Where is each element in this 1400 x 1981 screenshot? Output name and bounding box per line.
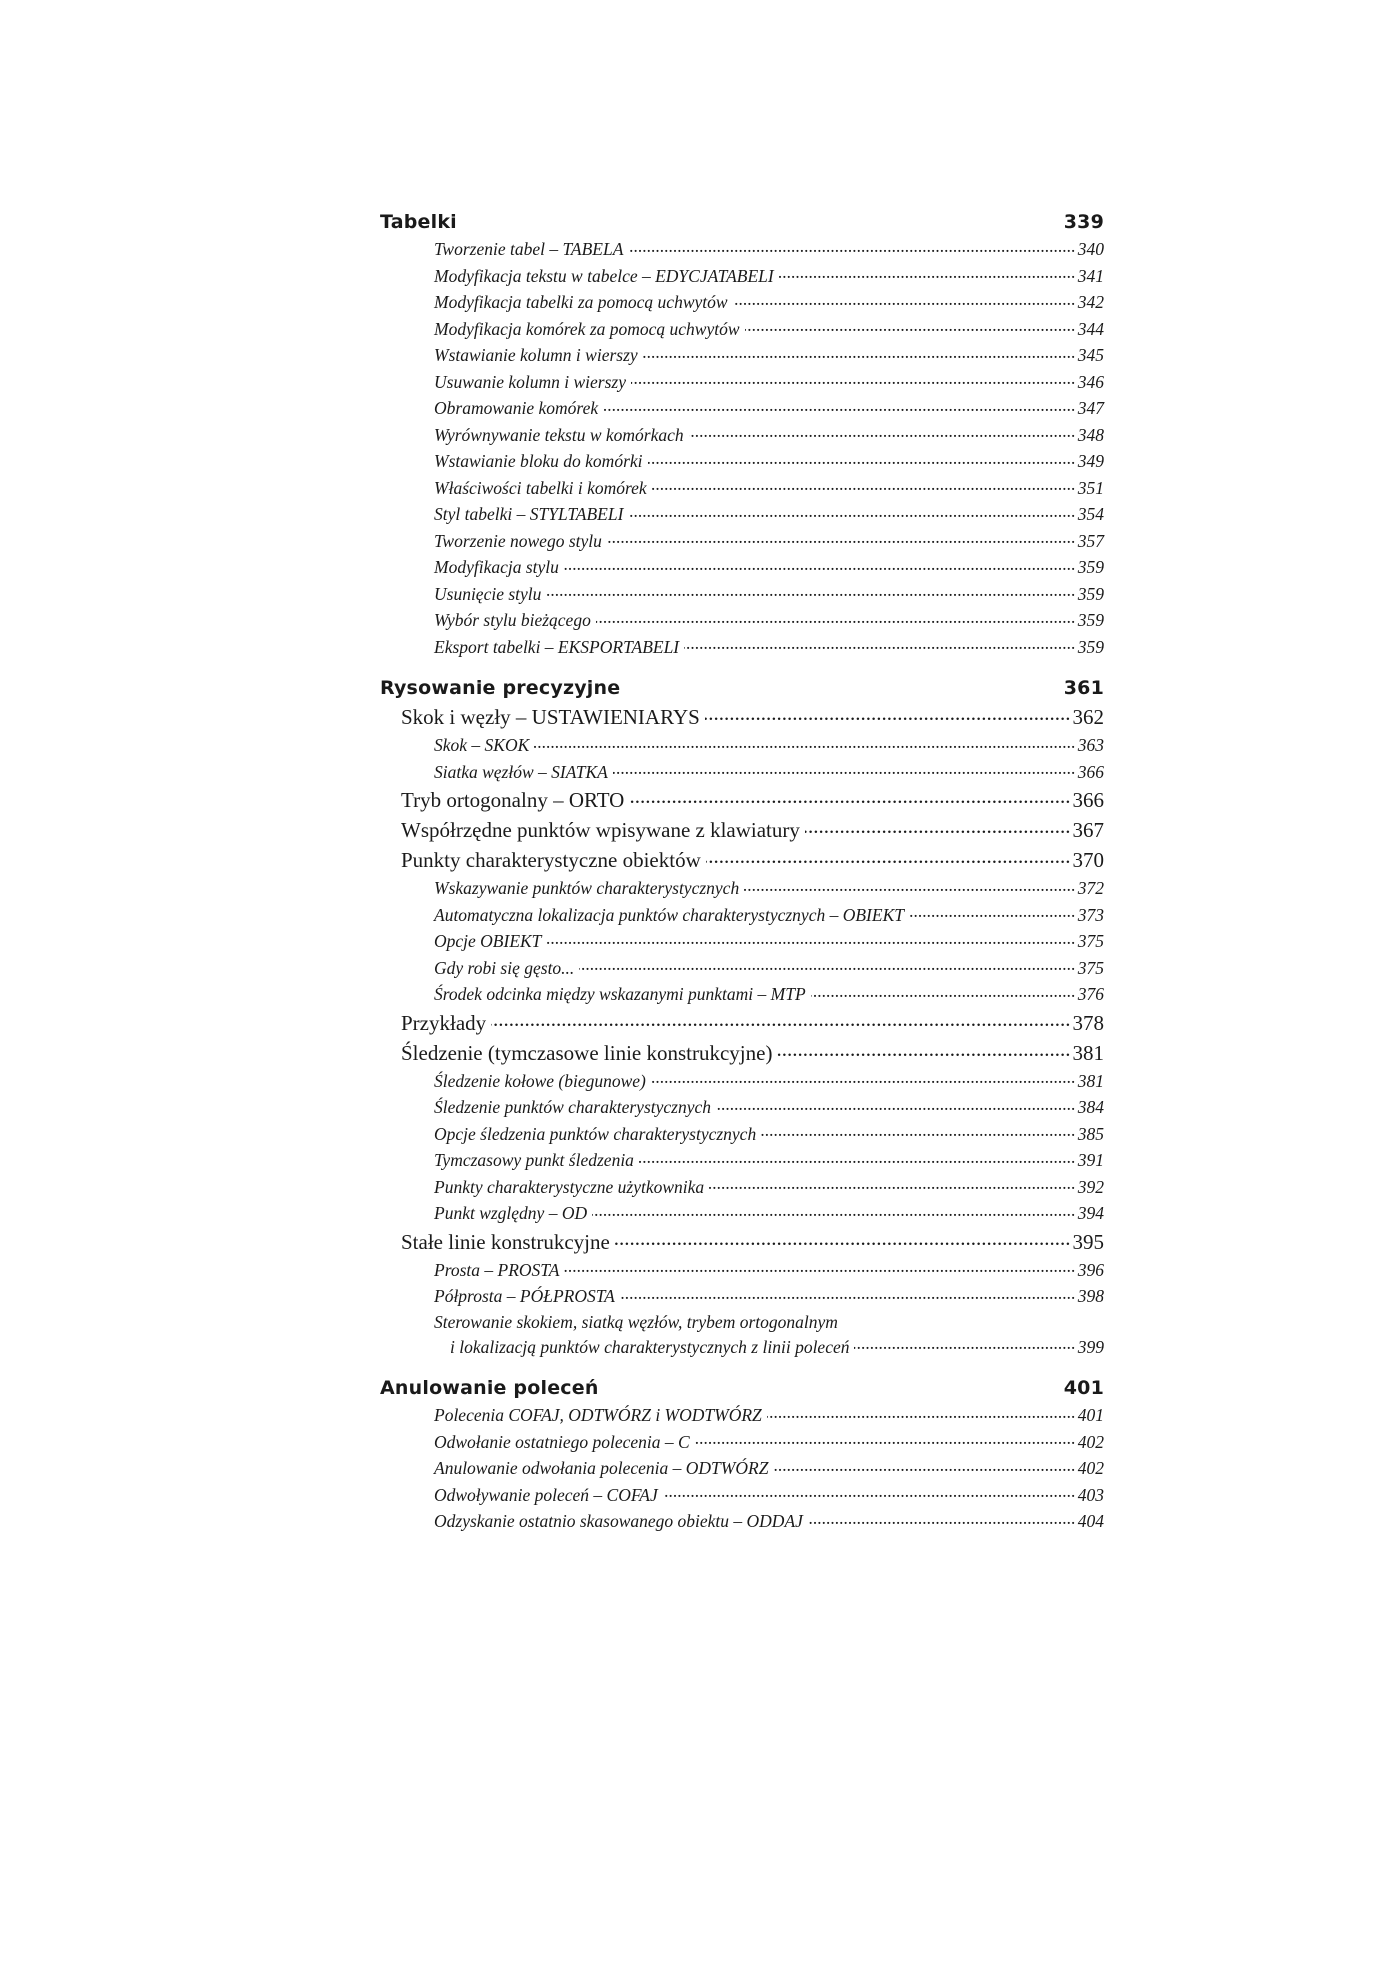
toc-entry-title: Gdy robi się gęsto...	[434, 957, 575, 978]
dot-leader	[684, 635, 1076, 653]
dot-leader	[603, 397, 1076, 415]
toc-section	[380, 702, 1104, 732]
toc-entry-title: Odwoływanie poleceń – COFAJ	[434, 1484, 658, 1505]
toc-page-number: 375	[1077, 931, 1104, 951]
toc-page-number: 349	[1077, 451, 1104, 471]
toc-entry	[380, 528, 1104, 555]
toc-entry-title: Tryb ortogonalny – ORTO	[401, 788, 625, 812]
toc-page-number: 381	[1077, 1070, 1104, 1091]
toc-entry-title: Skok i węzły – USTAWIENIARYS	[401, 705, 700, 729]
toc-entry-title: Wybór stylu bieżącego	[434, 610, 591, 630]
toc-entry-title: Opcje śledzenia punktów charakterystycznych	[434, 1123, 757, 1144]
toc-entry	[380, 607, 1104, 634]
toc-entry	[380, 554, 1104, 581]
toc-entry-title: Stałe linie konstrukcyjne	[401, 1229, 610, 1254]
chapter-page-number: 361	[1063, 677, 1104, 699]
toc-entry	[380, 475, 1104, 502]
toc-entry	[380, 1094, 1104, 1121]
toc-entry-title: Usuwanie kolumn i wierszy	[434, 371, 627, 392]
dot-leader	[854, 1335, 1075, 1353]
toc-page-number: 370	[1072, 848, 1104, 872]
toc-entry	[380, 1334, 1104, 1361]
toc-page-number: 342	[1077, 292, 1104, 312]
dot-leader	[779, 264, 1076, 282]
toc-page-number: 378	[1072, 1010, 1104, 1035]
dot-leader	[733, 291, 1076, 309]
toc-page-number: 340	[1077, 239, 1104, 259]
toc-entry-title: Prosta – PROSTA	[434, 1259, 560, 1280]
toc-entry-title: Automatyczna lokalizacja punktów charakterystycznych – OBIEKT	[434, 904, 904, 925]
dot-leader	[705, 703, 1071, 724]
toc-entry	[380, 236, 1104, 263]
toc-entry	[380, 1482, 1104, 1509]
toc-entry	[380, 263, 1104, 290]
chapter-title: Tabelki	[380, 211, 457, 233]
toc-page-number: 359	[1077, 610, 1104, 630]
toc-entry	[380, 501, 1104, 528]
toc-page-number: 394	[1077, 1203, 1104, 1223]
toc-entry-title: Tworzenie tabel – TABELA	[434, 239, 624, 259]
toc-entry	[380, 759, 1104, 786]
toc-entry-title: Modyfikacja tabelki za pomocą uchwytów	[434, 292, 728, 312]
toc-page-number: 372	[1077, 878, 1104, 898]
toc-entry-title: Eksport tabelki – EKSPORTABELI	[434, 636, 680, 657]
toc-entry	[380, 422, 1104, 449]
toc-entry-title: Wyrównywanie tekstu w komórkach	[434, 424, 684, 445]
toc-entry	[380, 369, 1104, 396]
toc-page-number: 344	[1077, 318, 1104, 339]
toc-entry	[380, 1429, 1104, 1456]
toc-entry-title: Modyfikacja komórek za pomocą uchwytów	[434, 318, 740, 339]
dot-leader	[628, 503, 1075, 521]
dot-leader	[620, 1285, 1076, 1303]
toc-page-number: 375	[1077, 957, 1104, 978]
dot-leader	[631, 370, 1076, 388]
toc-entry	[380, 955, 1104, 982]
toc-entry	[380, 395, 1104, 422]
toc-entry-title: Odzyskanie ostatnio skasowanego obiektu – ODDAJ	[434, 1511, 803, 1531]
toc-section	[380, 1038, 1104, 1068]
toc-entry-title: Śledzenie punktów charakterystycznych	[434, 1097, 711, 1117]
dot-leader	[744, 877, 1076, 895]
toc-entry-title: Wstawianie bloku do komórki	[434, 451, 643, 471]
toc-page-number: 366	[1077, 761, 1104, 782]
toc-page-number: 402	[1077, 1458, 1104, 1478]
toc-entry	[380, 1200, 1104, 1227]
toc-page-number: 359	[1077, 557, 1104, 577]
dot-leader	[629, 786, 1070, 807]
toc-entry-title: Punkty charakterystyczne użytkownika	[434, 1176, 705, 1197]
toc-entry-title: Skok – SKOK	[434, 735, 530, 755]
dot-leader	[709, 1175, 1076, 1193]
chapter-page-number: 401	[1063, 1377, 1104, 1399]
toc-page-number: 359	[1077, 636, 1104, 657]
dot-leader	[808, 1510, 1076, 1528]
toc-entry	[380, 1257, 1104, 1284]
toc-page-number: 347	[1077, 398, 1104, 418]
toc-entry-title: Odwołanie ostatniego polecenia – C	[434, 1431, 690, 1452]
toc-page-number: 381	[1072, 1040, 1104, 1065]
dot-leader	[909, 903, 1076, 921]
toc-entry-title: Anulowanie odwołania polecenia – ODTWÓRZ	[434, 1458, 769, 1478]
toc-page-number: 403	[1077, 1484, 1104, 1505]
toc-section	[380, 1227, 1104, 1257]
dot-leader	[564, 556, 1076, 574]
toc-page-number: 354	[1077, 504, 1104, 524]
toc-page-number: 395	[1072, 1229, 1104, 1254]
chapter-heading	[380, 1374, 1104, 1402]
toc-entry	[380, 875, 1104, 902]
dot-leader	[639, 1149, 1076, 1167]
chapter-heading	[380, 208, 1104, 236]
toc-entry	[380, 1121, 1104, 1148]
toc-entry-title: Przykłady	[401, 1010, 487, 1035]
toc-entry-title: Punkty charakterystyczne obiektów	[401, 848, 701, 872]
toc-page-number: 341	[1077, 265, 1104, 286]
toc-entry-title: Wskazywanie punktów charakterystycznych	[434, 878, 740, 898]
toc-page-number: 384	[1077, 1097, 1104, 1117]
chapter-page-number: 339	[1063, 211, 1104, 233]
toc-page-number: 367	[1072, 818, 1104, 842]
dot-leader	[579, 956, 1075, 974]
toc-entry	[380, 1455, 1104, 1482]
toc-page-number: 392	[1077, 1176, 1104, 1197]
dot-leader	[773, 1457, 1075, 1475]
dot-leader	[596, 609, 1076, 627]
toc-page-number: 373	[1077, 904, 1104, 925]
toc-entry	[380, 634, 1104, 661]
toc-page-number: 402	[1077, 1431, 1104, 1452]
dot-leader	[745, 317, 1076, 335]
toc-page-number: 351	[1077, 477, 1104, 498]
toc-entry-title: Środek odcinka między wskazanymi punktami – MTP	[434, 984, 806, 1004]
dot-leader	[761, 1122, 1076, 1140]
toc-entry-title: Śledzenie (tymczasowe linie konstrukcyjne)	[401, 1040, 773, 1065]
chapter-heading	[380, 674, 1104, 702]
dot-leader	[663, 1483, 1076, 1501]
toc-entry	[380, 581, 1104, 608]
toc-page-number: 348	[1077, 424, 1104, 445]
toc-entry-title: Właściwości tabelki i komórek	[434, 477, 647, 498]
dot-leader	[491, 1009, 1070, 1030]
dot-leader	[777, 1039, 1070, 1060]
dot-leader	[716, 1096, 1076, 1114]
toc-entry	[380, 732, 1104, 759]
toc-entry	[380, 928, 1104, 955]
toc-entry	[380, 981, 1104, 1008]
toc-entry	[380, 1147, 1104, 1174]
toc-page-number: 376	[1077, 984, 1104, 1004]
toc-section	[380, 1008, 1104, 1038]
toc-entry	[380, 1174, 1104, 1201]
toc-entry-title: i lokalizacją punktów charakterystycznych z linii poleceń	[450, 1336, 850, 1357]
toc-entry-title: Modyfikacja stylu	[434, 557, 559, 577]
toc-entry-title: Usunięcie stylu	[434, 583, 542, 604]
dot-leader	[643, 344, 1076, 362]
toc-entry-title: Siatka węzłów – SIATKA	[434, 761, 608, 782]
dot-leader	[534, 734, 1075, 752]
dot-leader	[767, 1404, 1076, 1422]
dot-leader	[592, 1202, 1076, 1220]
toc-entry	[380, 1402, 1104, 1429]
dot-leader	[564, 1258, 1075, 1276]
toc-entry	[380, 448, 1104, 475]
toc-page-number: 401	[1077, 1405, 1104, 1425]
toc-entry-title: Modyfikacja tekstu w tabelce – EDYCJATABELI	[434, 265, 774, 286]
toc-entry	[380, 1508, 1104, 1535]
toc-page-number: 362	[1072, 705, 1104, 729]
dot-leader	[628, 238, 1075, 256]
dot-leader	[652, 476, 1076, 494]
chapter-title: Rysowanie precyzyjne	[380, 677, 621, 699]
toc-page-number: 346	[1077, 371, 1104, 392]
toc-section	[380, 785, 1104, 815]
toc-entry	[380, 316, 1104, 343]
toc-page-number: 345	[1077, 345, 1104, 365]
toc-entry	[380, 342, 1104, 369]
dot-leader	[613, 760, 1076, 778]
toc-entry-title: Tymczasowy punkt śledzenia	[434, 1150, 634, 1170]
toc-page-number: 399	[1077, 1336, 1104, 1357]
toc-entry-title: Śledzenie kołowe (biegunowe)	[434, 1070, 646, 1091]
toc-entry-title: Wstawianie kolumn i wierszy	[434, 345, 638, 365]
toc-entry-title: Opcje OBIEKT	[434, 931, 542, 951]
toc-entry-title: Punkt względny – OD	[434, 1203, 588, 1223]
toc-page-number: 366	[1072, 788, 1104, 812]
dot-leader	[689, 423, 1076, 441]
dot-leader	[615, 1228, 1071, 1249]
toc-entry	[380, 1283, 1104, 1310]
dot-leader	[706, 846, 1071, 867]
toc-page-number: 396	[1077, 1259, 1104, 1280]
toc-page-number: 404	[1077, 1511, 1104, 1531]
chapter-title: Anulowanie poleceń	[380, 1377, 599, 1399]
dot-leader	[651, 1069, 1076, 1087]
toc-page-number: 391	[1077, 1150, 1104, 1170]
dot-leader	[607, 529, 1076, 547]
toc-page-number: 357	[1077, 530, 1104, 551]
toc-section	[380, 845, 1104, 875]
toc-entry-title: Styl tabelki – STYLTABELI	[434, 504, 624, 524]
dot-leader	[648, 450, 1076, 468]
toc-page-number: 359	[1077, 583, 1104, 604]
toc-entry	[380, 1068, 1104, 1095]
toc-section	[380, 815, 1104, 845]
toc-entry-title: Obramowanie komórek	[434, 398, 599, 418]
dot-leader	[805, 816, 1071, 837]
dot-leader	[695, 1430, 1076, 1448]
toc-entry-title: Polecenia COFAJ, ODTWÓRZ i WODTWÓRZ	[434, 1405, 762, 1425]
toc-page-number: 385	[1077, 1123, 1104, 1144]
toc-entry	[380, 902, 1104, 929]
toc-entry-title: Półprosta – PÓŁPROSTA	[434, 1286, 615, 1306]
toc-entry-title: Tworzenie nowego stylu	[434, 530, 602, 551]
dot-leader	[546, 930, 1075, 948]
toc-entry	[380, 289, 1104, 316]
toc-page-number: 398	[1077, 1286, 1104, 1306]
toc-entry-title: Współrzędne punktów wpisywane z klawiatury	[401, 818, 800, 842]
table-of-contents	[380, 208, 1104, 1535]
toc-entry-line: Sterowanie skokiem, siatką węzłów, trybem ortogonalnym	[434, 1311, 838, 1332]
dot-leader	[546, 582, 1075, 600]
dot-leader	[811, 983, 1076, 1001]
toc-page-number: 363	[1077, 735, 1104, 755]
